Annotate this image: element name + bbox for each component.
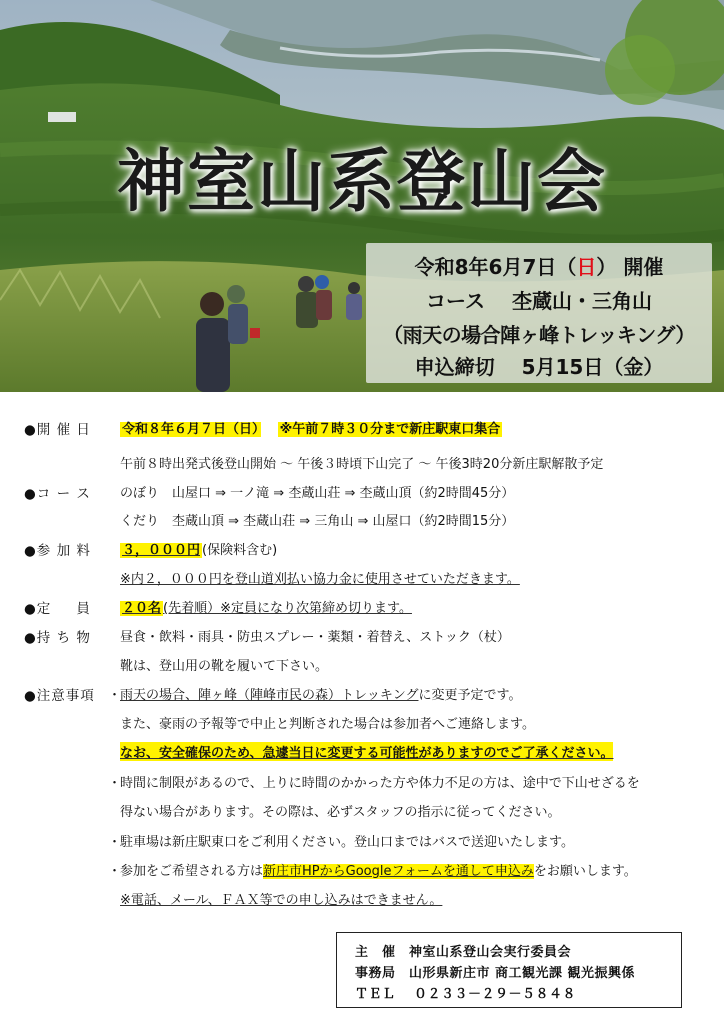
notes-row-8 — [0, 889, 724, 911]
note5-no-phone: ※電話、メール、ＦＡＸ等での申し込みはできません。 — [120, 893, 443, 908]
note1-cancel: また、豪雨の予報等で中止と判断された場合は参加者へご連絡します。 — [120, 717, 535, 732]
notes-row-1 — [0, 684, 724, 706]
course-row — [0, 482, 724, 504]
organizer-box — [336, 932, 682, 1008]
date-label: ●開 催 日 — [24, 422, 91, 438]
summary-rain-plan: （雨天の場合陣ヶ峰トレッキング） — [383, 323, 695, 347]
bullet-3: ・ — [108, 835, 122, 850]
shoes-row — [0, 655, 724, 677]
notes-row-7 — [0, 860, 724, 882]
organizer-phone: ＴＥＬ ０２３３－２９－５８４８ — [355, 987, 577, 1002]
items-label: ●持 ち 物 — [24, 630, 91, 646]
summary-date-suffix: ） 開催 — [596, 255, 664, 279]
date-values — [120, 418, 502, 437]
notes-row-3 — [0, 742, 724, 764]
fee-detail: ※内２，０００円を登山道刈払い協力金に使用させていただきます。 — [120, 572, 520, 587]
fee-values — [120, 539, 277, 558]
summary-date-weekday: 日 — [576, 255, 597, 279]
items-shoes: 靴は、登山用の靴を履いて下さい。 — [120, 659, 329, 674]
event-title: 神室山系登山会 — [116, 143, 607, 222]
bullet-1: ・ — [108, 688, 122, 703]
schedule-text: 午前８時出発式後登山開始 ～ 午後３時頃下山完了 ～ 午後3時20分新庄駅解散予定 — [120, 457, 604, 472]
notes-row-4 — [0, 772, 724, 794]
notes-label: ●注意事項 — [24, 688, 95, 704]
event-summary-box — [366, 243, 712, 383]
organizer-office: 事務局 山形県新庄市 商工観光課 観光振興係 — [355, 966, 636, 981]
summary-date — [366, 251, 712, 280]
note1-rest: に変更予定です。 — [418, 688, 522, 703]
summary-date-prefix: 令和8年6月7日（ — [414, 255, 577, 279]
note1-highlight: 雨天の場合、陣ヶ峰（陣峰市民の森）トレッキング — [120, 688, 419, 703]
note1-line — [120, 684, 521, 703]
fee-note: (保険料含む) — [202, 543, 278, 558]
notes-row-6 — [0, 831, 724, 853]
note4-application-method: 新庄市HPからGoogleフォームを通して申込み — [263, 864, 534, 879]
capacity-label: ●定 員 — [24, 601, 91, 617]
bullet-4: ・ — [108, 864, 122, 879]
bullet-2: ・ — [108, 776, 122, 791]
date-value: 令和８年６月７日（日） — [122, 422, 259, 437]
course-up: のぼり 山屋口 ⇒ 一ノ滝 ⇒ 杢蔵山荘 ⇒ 杢蔵山頂（約2時間45分） — [120, 486, 515, 501]
notes-row-2 — [0, 713, 724, 735]
note2-line2: 得ない場合があります。その際は、必ずスタッフの指示に従ってください。 — [120, 805, 561, 820]
items-value: 昼食・飲料・雨具・防虫スプレー・薬類・着替え、ストック（杖） — [120, 630, 510, 645]
course-label: ●コ ー ス — [24, 486, 91, 502]
capacity-value: ２０名 — [122, 601, 162, 616]
note2-line1: 時間に制限があるので、上りに時間のかかった方や体力不足の方は、途中で下山せざるを — [120, 776, 640, 791]
capacity-row — [0, 597, 724, 619]
organizer-host: 主 催 神室山系登山会実行委員会 — [355, 945, 572, 960]
schedule-row — [0, 453, 724, 475]
course-down-row — [0, 510, 724, 532]
summary-deadline: 申込締切 5月15日（金） — [414, 355, 664, 379]
meeting-note: ※午前７時３０分まで新庄駅東口集合 — [279, 422, 501, 437]
note4-prefix: 参加をご希望される方は — [120, 864, 264, 879]
summary-course: コース 杢蔵山・三角山 — [426, 289, 652, 313]
note4-line — [120, 860, 637, 879]
course-down: くだり 杢蔵山頂 ⇒ 杢蔵山荘 ⇒ 三角山 ⇒ 山屋口（約2時間15分） — [120, 514, 515, 529]
note4-suffix: をお願いします。 — [533, 864, 637, 879]
note3-parking: 駐車場は新庄駅東口をご利用ください。登山口まではバスで送迎いたします。 — [120, 835, 574, 850]
notes-row-5 — [0, 801, 724, 823]
fee-label: ●参 加 料 — [24, 543, 91, 559]
fee-value: ３，０００円 — [122, 543, 201, 558]
capacity-values — [120, 597, 412, 616]
items-row — [0, 626, 724, 648]
capacity-note: (先着順）※定員になり次第締め切ります。 — [163, 601, 412, 616]
fee-row — [0, 539, 724, 561]
fee-detail-row — [0, 568, 724, 590]
hero-photo — [0, 0, 724, 392]
date-row — [0, 418, 724, 440]
note1-safety: なお、安全確保のため、急遽当日に変更する可能性がありますのでご了承ください。 — [120, 742, 613, 761]
